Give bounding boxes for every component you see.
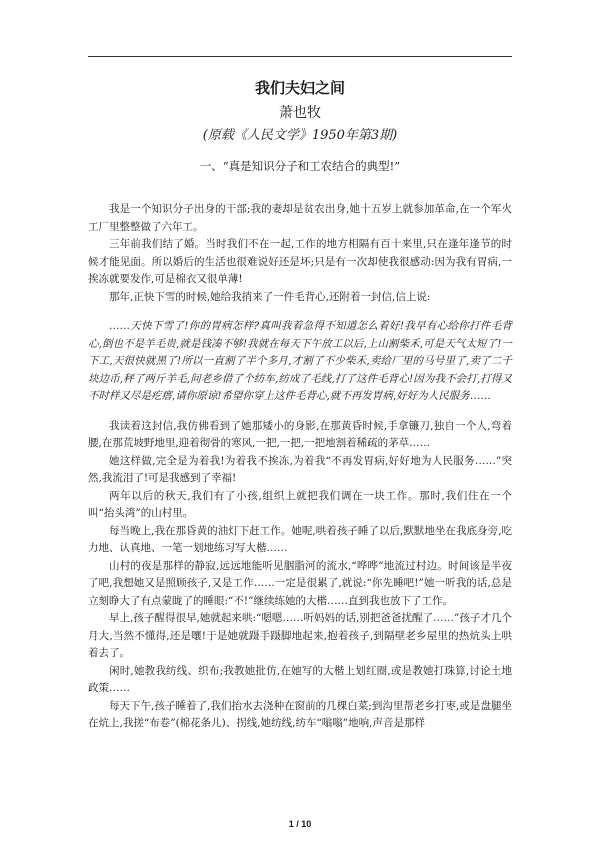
- letter-quote: ……天快下雪了!你的胃病怎样?真叫我着急得不知道怎么着好!我早有心给你打件毛背心,倒也不是羊毛贵,就是钱凑不够!我就在每天下午放工以后,上山割柴禾,可是天气太短了!一下工,天很快就黑了!所以一直割了半个多月,才割了不少柴禾,卖给厂里的马号里了,卖了二千块边币,秤了两斤羊毛,问老乡借了个纺车,纺成了毛线,打了这件毛背心!因为我不会打,打得又不时样又尽是疙瘩,请你原谅!希望你穿上这件毛背心,就不再发胃病,好好为人民服务……: [88, 320, 512, 402]
- paragraph: 两年以后的秋天,我们有了小孩,组织上就把我们调在一块工作。那时,我们住在一个叫“抬头湾”的山村里。: [88, 489, 512, 519]
- paragraph: 早上,孩子醒得很早,她就起来哄:“嗯嗯……听妈妈的话,别把爸爸扰醒了……”孩子才几个月大,当然不懂得,还是嚷!于是她就蹑手蹑脚地起来,抱着孩子,到隔壁老乡屋里的热炕头上哄着去了。: [88, 612, 512, 659]
- paragraph: 闲时,她教我纺线、织布;我教她批仿,在她写的大楷上划红圈,或是教她打珠算,讨论土地政策……: [88, 664, 512, 694]
- top-rule: [88, 56, 512, 57]
- title-block: [0, 78, 600, 146]
- page-number: 1 / 10: [288, 819, 312, 829]
- paragraph: 三年前我们结了婚。当时我们不在一起,工作的地方相隔有百十来里,只在逢年逢节的时候才能见面。所以婚后的生活也很难说好还是坏;只是有一次却使我很感动:因为我有胃病,一挨冻就要发作,可是棉衣又很单薄!: [88, 238, 512, 285]
- paragraph: 我是一个知识分子出身的干部;我的妻却是贫农出身,她十五岁上就参加革命,在一个军火工厂里整整做了六年工。: [88, 203, 512, 233]
- paragraph: 每天下午,孩子睡着了,我们抬水去浇种在窗前的几棵白菜;到沟里帮老乡打枣,或是盘腿坐在炕上,我搓“布卷”(棉花条儿)、拐线,她纺线,纺车“嗡嗡”地响,声音是那样: [88, 699, 512, 729]
- paragraph: 山村的夜是那样的静寂,远远地能听见胭脂河的流水,“哗哗”地流过村边。时间该是半夜了吧,我想她又是照顾孩子,又是工作……一定是很累了,就说:“你先睡吧!”她一听我的话,总是立刻睁大了有点蒙眬了的睡眼:“不!”继续练她的大楷……直到我也放下了工作。: [88, 559, 512, 607]
- paragraph: 她这样做,完全是为着我!为着我不挨冻,为着我“不再发胃病,好好地为人民服务……”突然,我流泪了!可是我感到了幸福!: [88, 454, 512, 484]
- article-body: [88, 189, 512, 733]
- document-title: 我们夫妇之间: [254, 79, 345, 97]
- source-note: (原载《人民文学》1950年第3期): [202, 128, 398, 143]
- paragraph: 我读着这封信,我仿佛看到了她那矮小的身影,在那黄昏时候,手拿镰刀,独自一个人,弯着腰,在那荒坡野地里,迎着彻骨的寒风,一把,一把,一把地割着稀疏的茅草……: [88, 419, 512, 449]
- author-name: 萧也牧: [279, 105, 321, 121]
- paragraph: 那年,正快下雪的时候,她给我捎来了一件毛背心,还附着一封信,信上说:: [109, 290, 431, 303]
- section-heading: 一、“真是知识分子和工农结合的典型!”: [199, 159, 401, 173]
- paragraph: 每当晚上,我在那昏黄的油灯下赶工作。她呢,哄着孩子睡了以后,默默地坐在我底身旁,吃力地、认真地、一笔一划地练习写大楷……: [88, 524, 512, 554]
